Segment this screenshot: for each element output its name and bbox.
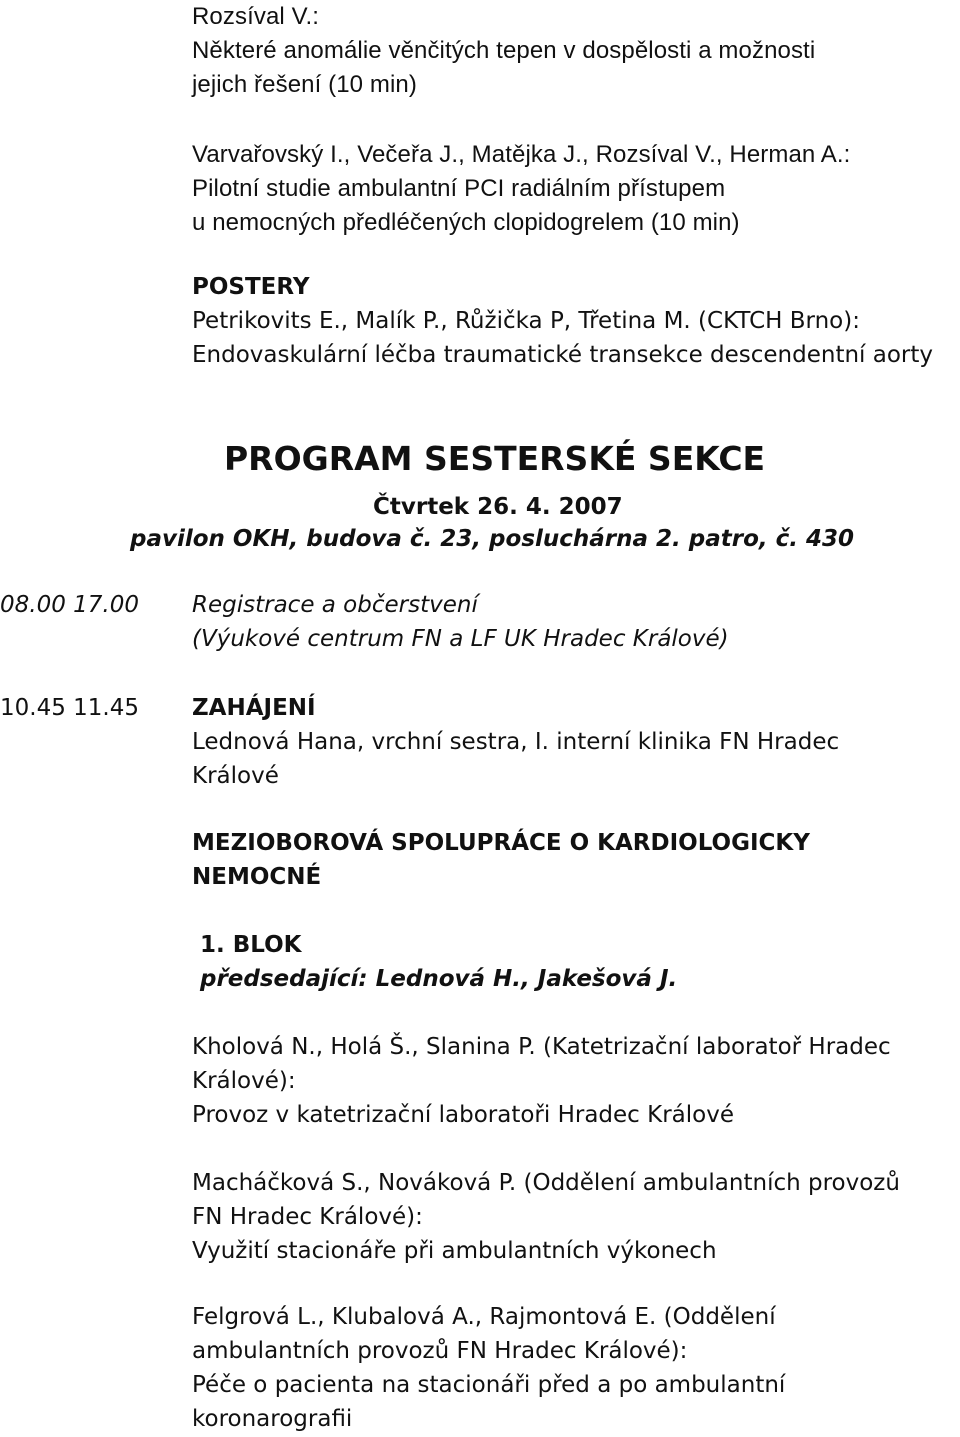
program-title: PROGRAM SESTERSKÉ SEKCE: [224, 439, 766, 478]
talk-line: Králové):: [192, 1068, 296, 1094]
talk-authors: Varvařovský I., Večeřa J., Matějka J., Rozsíval V., Herman A.:: [192, 141, 851, 168]
talk-authors: Rozsíval V.:: [192, 3, 320, 30]
poster-authors: Petrikovits E., Malík P., Růžička P, Třetina M. (CKTCH Brno):: [192, 308, 860, 334]
section-title-line: NEMOCNÉ: [192, 864, 322, 890]
section-title-line: MEZIOBOROVÁ SPOLUPRÁCE O KARDIOLOGICKY: [192, 830, 810, 856]
talk-line: Macháčková S., Nováková P. (Oddělení ambulantních provozů: [192, 1170, 900, 1196]
block-chairs: předsedající: Lednová H., Jakešová J.: [200, 966, 678, 992]
talk-item: [192, 1166, 952, 1268]
block-number: 1. BLOK: [200, 932, 302, 958]
talk-rozsival: [192, 0, 952, 102]
schedule-line: Králové: [192, 763, 279, 789]
schedule-line: Registrace a občerstvení: [192, 592, 478, 618]
section-title: [192, 826, 952, 894]
schedule-time: 10.45 11.45: [0, 695, 139, 721]
talk-line: Provoz v katetrizační laboratoři Hradec Králové: [192, 1102, 734, 1128]
talk-item: [192, 1030, 952, 1132]
block-heading: [200, 928, 960, 996]
talk-item: [192, 1300, 952, 1436]
talk-title-line: jejich řešení (10 min): [192, 71, 417, 98]
schedule-item-registration: [192, 588, 952, 656]
talk-line: Využití stacionáře při ambulantních výkonech: [192, 1238, 717, 1264]
talk-title-line: u nemocných předléčených clopidogrelem (10 min): [192, 209, 740, 236]
schedule-item-opening: [192, 691, 952, 793]
posters-section: [192, 270, 952, 372]
schedule-time: 08.00 17.00: [0, 592, 139, 618]
program-date: Čtvrtek 26. 4. 2007: [373, 494, 623, 520]
talk-line: FN Hradec Králové):: [192, 1204, 423, 1230]
schedule-heading: ZAHÁJENÍ: [192, 695, 316, 721]
talk-line: ambulantních provozů FN Hradec Králové):: [192, 1338, 688, 1364]
talk-title-line: Některé anomálie věnčitých tepen v dospělosti a možnosti: [192, 37, 816, 64]
talk-title-line: Pilotní studie ambulantní PCI radiálním přístupem: [192, 175, 726, 202]
talk-line: Péče o pacienta na stacionáři před a po ambulantní: [192, 1372, 786, 1398]
talk-varvarovsky: [192, 138, 952, 240]
posters-heading: POSTERY: [192, 274, 310, 300]
program-location: pavilon OKH, budova č. 23, posluchárna 2. patro, č. 430: [130, 526, 855, 552]
talk-line: Felgrová L., Klubalová A., Rajmontová E. (Oddělení: [192, 1304, 776, 1330]
poster-title: Endovaskulární léčba traumatické transekce descendentní aorty: [192, 342, 934, 368]
schedule-line: Lednová Hana, vrchní sestra, I. interní klinika FN Hradec: [192, 729, 840, 755]
talk-line: Kholová N., Holá Š., Slanina P. (Katetrizační laboratoř Hradec: [192, 1034, 891, 1060]
schedule-line: (Výukové centrum FN a LF UK Hradec Králové): [192, 626, 729, 652]
talk-line: koronarografii: [192, 1406, 353, 1432]
